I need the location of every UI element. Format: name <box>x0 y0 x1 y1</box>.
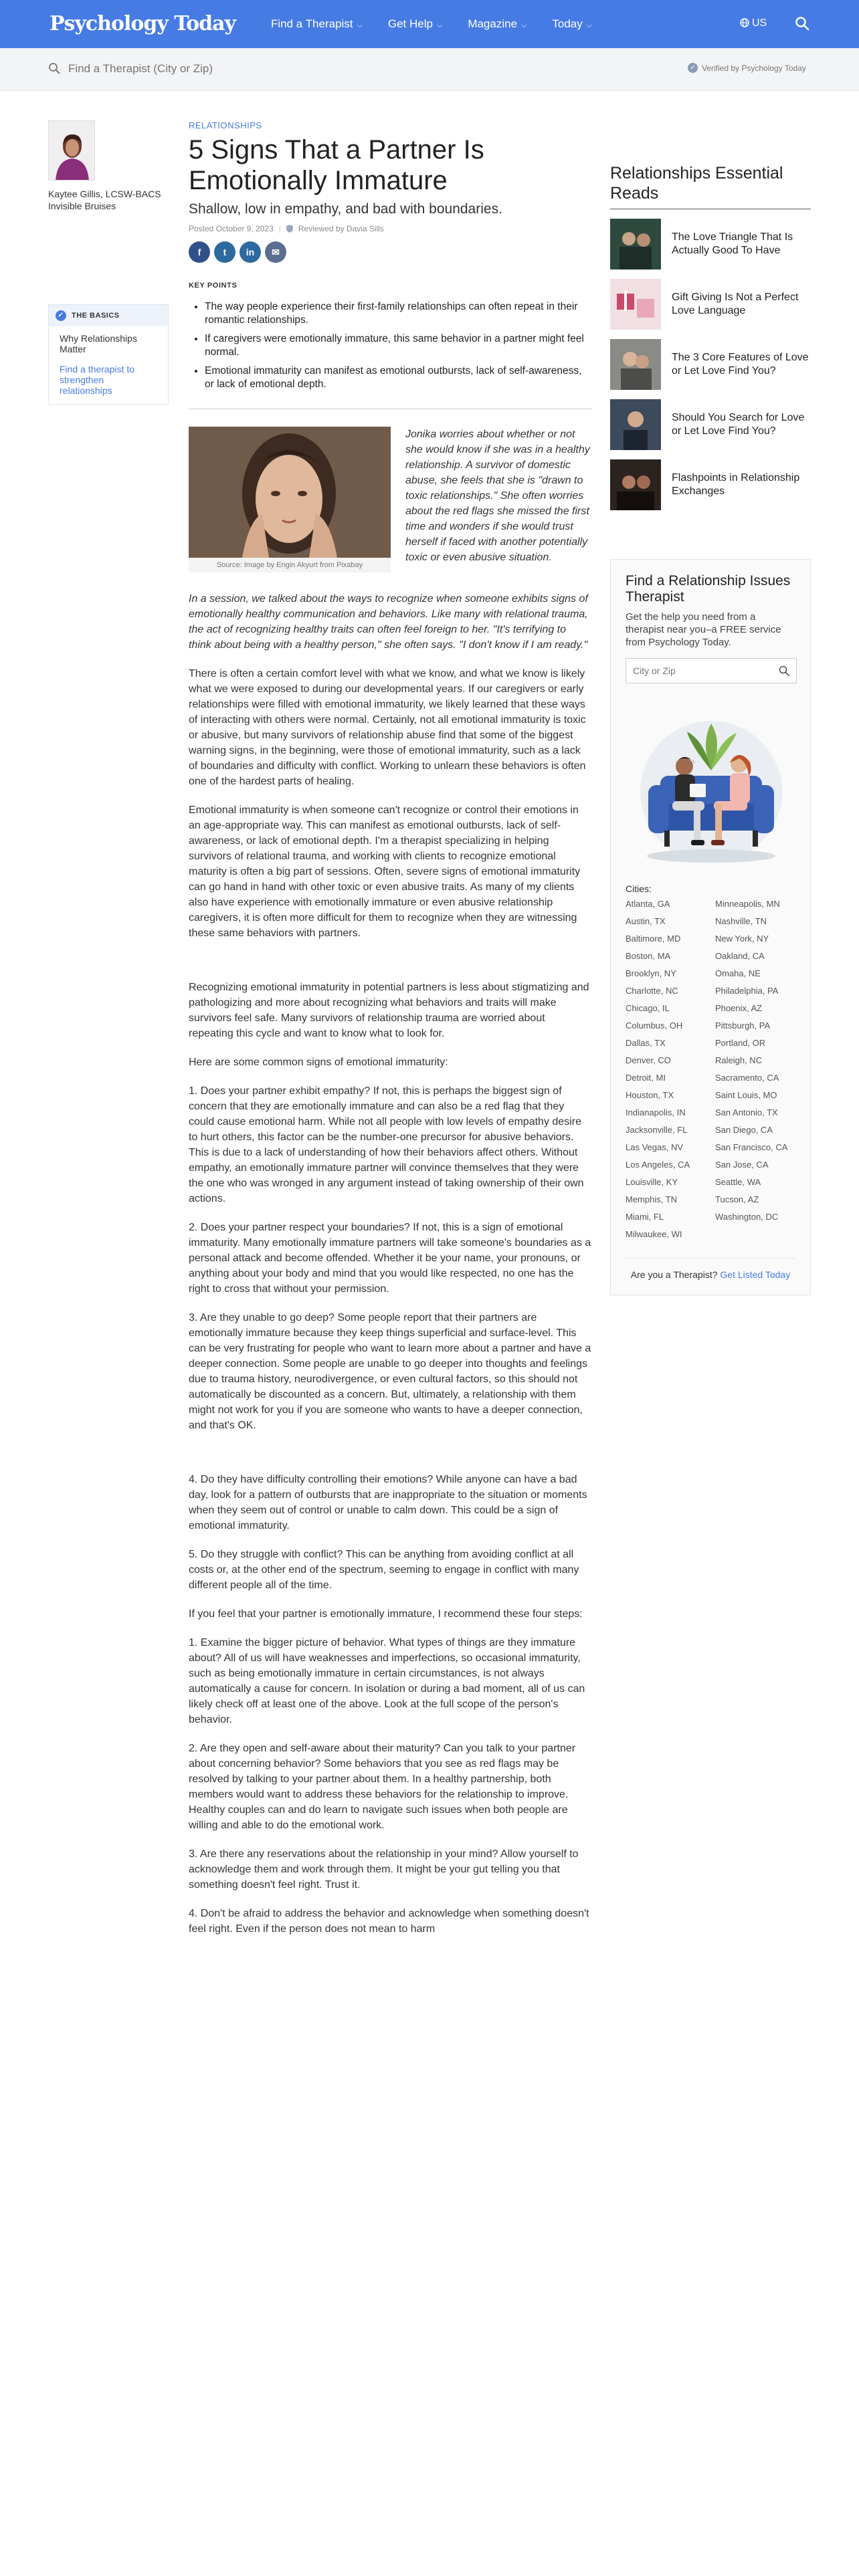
verified-badge <box>688 63 806 73</box>
basics-therapist-link[interactable]: Find a therapist to strengthen relationships <box>60 364 135 396</box>
region-selector[interactable] <box>740 17 767 29</box>
nav-item-label: Today <box>552 17 583 30</box>
article-paragraph: 2. Does your partner respect your boundaries? If not, this is a sign of emotional immaturity. Many emotionally immature partners will take someone's boundaries as a personal attack and become offended. Whether it be your name, your pronouns, or anything about your body and mind that you would like respected, no one has the right to cross that without your permission. <box>189 1222 591 1295</box>
search-icon <box>48 62 60 74</box>
article-paragraph: 1. Examine the bigger picture of behavior. What types of things are they immature about? All of us will have weaknesses and imperfections, so occasional immaturity, such as being emotionally immature in certain circumstances, is not always automatically a cause for concern. In isolation or during a bad moment, all of us can likely check off at least one of the above. Look at the full scope of the person's behavior. <box>189 1637 585 1725</box>
city-link[interactable]: Omaha, NE <box>715 968 761 978</box>
chevron-down-icon: ⌵ <box>586 21 593 29</box>
author-blog[interactable]: Invisible Bruises <box>48 201 116 211</box>
article-paragraph: 4. Don't be afraid to address the behavior and acknowledge when something doesn't feel right. Even if the person does not mean to harm <box>189 1908 589 1935</box>
article-paragraph: Emotional immaturity is when someone can't recognize or control their emotions in an age-appropriate way. This can manifest as emotional outbursts, lack of self-awareness, or lack of emotional depth. I'm a therapist specializing in helping survivors of relational trauma, and working with clients to recognize emotional maturity is often a big part of sessions. Often, severe signs of emotional immaturity can go hand in hand with other toxic or even abusive traits. As many of my clients also have experience with emotionally immature or even abusive relationship caregivers, it is often more difficult for them to recognize when they are witnessing these same behaviors with partners. <box>189 804 581 939</box>
facebook-share-button[interactable]: f <box>189 241 210 263</box>
city-link[interactable]: Philadelphia, PA <box>715 986 779 996</box>
basics-heading-label: THE BASICS <box>72 312 120 320</box>
nav-item-magazine[interactable] <box>468 17 527 31</box>
article-paragraph: 4. Do they have difficulty controlling their emotions? While anyone can have a bad day, look for a pattern of outbursts that are inappropriate to the situation or moments when they seem out of control or unable to calm down. This could be a sign of emotional immaturity. <box>189 1474 587 1531</box>
chevron-down-icon: ⌵ <box>436 21 443 29</box>
article-photo <box>189 427 391 558</box>
key-point: • The way people experience their first-family relationships can often repeat in their romantic relationships. <box>205 300 591 327</box>
city-link[interactable]: San Diego, CA <box>715 1125 773 1135</box>
city-link[interactable]: Las Vegas, NV <box>626 1142 683 1152</box>
basics-item[interactable]: Why Relationships Matter <box>60 333 137 354</box>
basics-box <box>48 304 169 405</box>
article <box>189 120 591 1937</box>
therapist-search-input[interactable] <box>68 59 403 79</box>
article-paragraph: If you feel that your partner is emotionally immature, I recommend these four steps: <box>189 1608 583 1620</box>
essential-read-title: Gift Giving Is Not a Perfect Love Language <box>672 292 799 316</box>
essential-read-item[interactable] <box>610 399 811 450</box>
city-link[interactable]: Boston, MA <box>626 951 671 961</box>
city-link[interactable]: Los Angeles, CA <box>626 1160 690 1170</box>
top-nav <box>0 0 859 48</box>
nav-item-label: Find a Therapist <box>271 17 353 30</box>
finder-search <box>626 658 797 683</box>
essential-read-item[interactable] <box>610 279 811 330</box>
cities-list <box>626 898 795 1246</box>
finder-description: Get the help you need from a therapist near you–a FREE service from Psychology Today. <box>626 611 781 648</box>
essential-read-item[interactable] <box>610 339 811 390</box>
city-link[interactable]: San Jose, CA <box>715 1160 769 1170</box>
check-icon: ✓ <box>56 310 66 321</box>
article-paragraph: There is often a certain comfort level with what we know, and what we know is likely what we were exposed to during our developmental years. If our caregivers or early relationships were filled with emotional immaturity, we likely learned that these ways of interacting with others were normal. Certainly, not all emotional immaturity is toxic or abusive, but many survivors of relationship abuse find that some of the biggest warning signs, in the beginning, were those of emotional immaturity, such as a lack of boundaries and difficulty with conflict. Working to unlearn these behaviors is often one of the hardest parts of healing. <box>189 668 586 787</box>
city-link[interactable]: Seattle, WA <box>715 1177 761 1187</box>
city-link[interactable]: Dallas, TX <box>626 1038 666 1048</box>
article-title: 5 Signs That a Partner Is Emotionally Immature <box>189 135 484 195</box>
city-link[interactable]: Nashville, TN <box>715 916 767 926</box>
city-link[interactable]: Columbus, OH <box>626 1021 683 1031</box>
nav-item-label: Magazine <box>468 17 518 30</box>
verified-label: Verified by Psychology Today <box>702 63 806 73</box>
city-link[interactable]: Houston, TX <box>626 1090 674 1100</box>
nav-item-today[interactable] <box>552 17 592 31</box>
cities-label: Cities: <box>626 883 652 894</box>
key-point: • Emotional immaturity can manifest as emotional outbursts, lack of self-awareness, or lack of emotional depth. <box>205 364 591 391</box>
posted-date: Posted October 9, 2023 <box>189 224 274 233</box>
finder-title: Find a Relationship Issues Therapist <box>626 573 791 605</box>
chevron-down-icon: ⌵ <box>357 21 363 29</box>
city-link[interactable]: Baltimore, MD <box>626 934 681 944</box>
article-paragraph: Here are some common signs of emotional immaturity: <box>189 1057 448 1068</box>
twitter-share-button[interactable]: t <box>214 241 235 263</box>
article-meta <box>189 224 591 233</box>
therapist-prompt: Are you a Therapist? <box>630 1269 718 1280</box>
email-share-button[interactable]: ✉ <box>265 241 286 263</box>
woman-thinking-image <box>189 427 391 558</box>
city-link[interactable]: New York, NY <box>715 934 769 944</box>
nav-menu <box>271 17 617 31</box>
globe-icon <box>740 18 749 27</box>
search-icon[interactable] <box>779 665 789 676</box>
image-caption: Source: Image by Engin Akyurt from Pixabay <box>189 558 391 572</box>
city-link[interactable]: Memphis, TN <box>626 1194 678 1204</box>
article-figure <box>189 427 391 572</box>
site-logo[interactable]: Psychology Today <box>50 12 235 35</box>
city-link[interactable]: Tucson, AZ <box>715 1194 759 1204</box>
essential-read-item[interactable] <box>610 219 811 270</box>
read-thumbnail <box>610 219 661 270</box>
city-link[interactable]: Phoenix, AZ <box>715 1003 763 1013</box>
reviewed-by[interactable]: Reviewed by Davia Sills <box>298 224 384 233</box>
city-link[interactable]: Portland, OR <box>715 1038 766 1048</box>
linkedin-share-button[interactable]: in <box>240 241 261 263</box>
article-paragraph: 3. Are they unable to go deep? Some people report that their partners are emotionally immature because they keep things superficial and surface-level. This can be very frustrating for people who want to learn more about a partner and have a deeper connection. Some people are unable to go deeper into thoughts and feelings due to trauma history, neurodivergence, or even cultural factors, so this should not automatically be discounted as a concern. But, ultimately, a relationship with them might not work for you if you are someone who wants to have a deeper connection, and that's OK. <box>189 1312 591 1431</box>
read-thumbnail <box>610 279 661 330</box>
city-link[interactable]: Chicago, IL <box>626 1003 670 1013</box>
therapy-session-illustration <box>626 697 797 868</box>
city-link[interactable]: Atlanta, GA <box>626 899 670 909</box>
share-buttons <box>189 241 591 263</box>
article-paragraph: Recognizing emotional immaturity in potential partners is less about stigmatizing and pathologizing and more about recognizing what behaviors and traits will make survivors feel safe. Many survivors of relationship trauma are worried about repeating this cycle and want to know what to look for. <box>189 982 589 1039</box>
city-zip-input[interactable] <box>626 659 773 683</box>
article-category[interactable]: RELATIONSHIPS <box>189 120 262 130</box>
city-link[interactable]: Miami, FL <box>626 1212 664 1222</box>
nav-item-find-therapist[interactable] <box>271 17 363 31</box>
essential-read-title: The Love Triangle That Is Actually Good To Have <box>672 231 793 256</box>
essential-read-title: Flashpoints in Relationship Exchanges <box>672 472 800 497</box>
author-avatar[interactable] <box>48 120 95 181</box>
nav-item-label: Get Help <box>387 17 433 30</box>
article-subtitle: Shallow, low in empathy, and bad with boundaries. <box>189 201 502 217</box>
chevron-down-icon: ⌵ <box>521 21 527 29</box>
city-link[interactable]: Raleigh, NC <box>715 1055 763 1065</box>
city-link[interactable]: San Francisco, CA <box>715 1142 788 1152</box>
city-link[interactable]: Detroit, MI <box>626 1073 666 1083</box>
therapist-finder <box>610 559 811 1295</box>
key-points-list <box>189 300 591 391</box>
lead-paragraph: Jonika worries about whether or not she would know if she was in a healthy relationship. A survivor of domestic abuse, she feels that she is "drawn to toxic relationships." She often worries about the red flags she missed the first time and wonders if she would trust herself if faced with another potentially toxic or even abusive situation. <box>405 429 590 563</box>
essential-read-title: Should You Search for Love or Let Love Find You? <box>672 412 805 437</box>
article-paragraph: 1. Does your partner exhibit empathy? If not, this is perhaps the biggest sign of concern that they are emotionally immature and can also be a red flag that they could cause emotional harm. While not all people with low levels of empathy desire to hurt others, this factor can be the number-one precursor for abusive behaviors. This is due to a lack of understanding of how their behaviors affect others. Without empathy, an emotionally immature partner will convince themselves that they were the one who was wronged in any argument instead of taking ownership of their own actions. <box>189 1085 584 1204</box>
author-photo <box>49 121 95 181</box>
essential-reads-title: Relationships Essential Reads <box>610 163 811 209</box>
article-paragraph: 3. Are there any reservations about the relationship in your mind? Allow yourself to acknowledge them and work through them. It might be your gut telling you that something doesn't feel right. Trust it. <box>189 1848 579 1891</box>
get-listed-link[interactable]: Get Listed Today <box>720 1269 791 1280</box>
read-thumbnail <box>610 399 661 450</box>
key-point: • If caregivers were emotionally immature, this same behavior in a partner might feel normal. <box>205 332 591 359</box>
essential-read-item[interactable] <box>610 459 811 510</box>
search-icon[interactable] <box>795 16 809 31</box>
nav-item-get-help[interactable] <box>388 17 442 31</box>
author-name[interactable]: Kaytee Gillis, LCSW-BACS <box>48 189 161 199</box>
essential-reads <box>610 163 811 510</box>
key-points <box>189 282 591 409</box>
city-link[interactable]: San Antonio, TX <box>715 1107 778 1117</box>
city-link[interactable]: Saint Louis, MO <box>715 1090 777 1100</box>
city-link[interactable]: Brooklyn, NY <box>626 968 676 978</box>
city-link[interactable]: Austin, TX <box>626 916 666 926</box>
city-link[interactable]: Jacksonville, FL <box>626 1125 688 1135</box>
article-paragraph: 2. Are they open and self-aware about their maturity? Can you talk to your partner about concerning behavior? Some behaviors that you see as red flags may be resolved by talking to your partner about them. In a healthy partnership, both members would want to address these behaviors for the relationship to improve. Healthy couples can and do learn to navigate such issues when both people are willing and able to do the emotional work. <box>189 1743 576 1831</box>
city-link[interactable]: Charlotte, NC <box>626 986 678 996</box>
finder-footer <box>626 1258 795 1281</box>
city-link[interactable]: Pittsburgh, PA <box>715 1021 771 1031</box>
essential-read-title: The 3 Core Features of Love or Let Love Find You? <box>672 352 809 377</box>
article-paragraph: 5. Do they struggle with conflict? This can be anything from avoiding conflict at all costs or, at the other end of the spectrum, seeming to engage in conflict with many different people all of the time. <box>189 1549 579 1591</box>
city-link[interactable]: Denver, CO <box>626 1055 671 1065</box>
city-link[interactable]: Minneapolis, MN <box>715 899 780 909</box>
check-icon: ✓ <box>688 63 698 73</box>
read-thumbnail <box>610 459 661 510</box>
read-thumbnail <box>610 339 661 390</box>
region-label: US <box>752 17 767 29</box>
city-link[interactable]: Oakland, CA <box>715 951 765 961</box>
city-link[interactable]: Indianapolis, IN <box>626 1107 686 1117</box>
shield-icon <box>286 225 293 233</box>
city-link[interactable]: Milwaukee, WI <box>626 1229 682 1239</box>
city-link[interactable]: Sacramento, CA <box>715 1073 779 1083</box>
basics-heading <box>49 305 168 326</box>
meta-separator: | <box>278 224 281 233</box>
city-link[interactable]: Louisville, KY <box>626 1177 678 1187</box>
lead-section <box>189 427 591 578</box>
article-paragraph: In a session, we talked about the ways to recognize when someone exhibits signs of emotionally healthy communication and behaviors. Like many with relational trauma, the act of recognizing healthy traits can often feel foreign to her. "It's terrifying to think about being with a healthy person," she often says. "I don't know if I am ready." <box>189 593 588 651</box>
city-link[interactable]: Washington, DC <box>715 1212 779 1222</box>
key-points-heading: KEY POINTS <box>189 282 237 290</box>
